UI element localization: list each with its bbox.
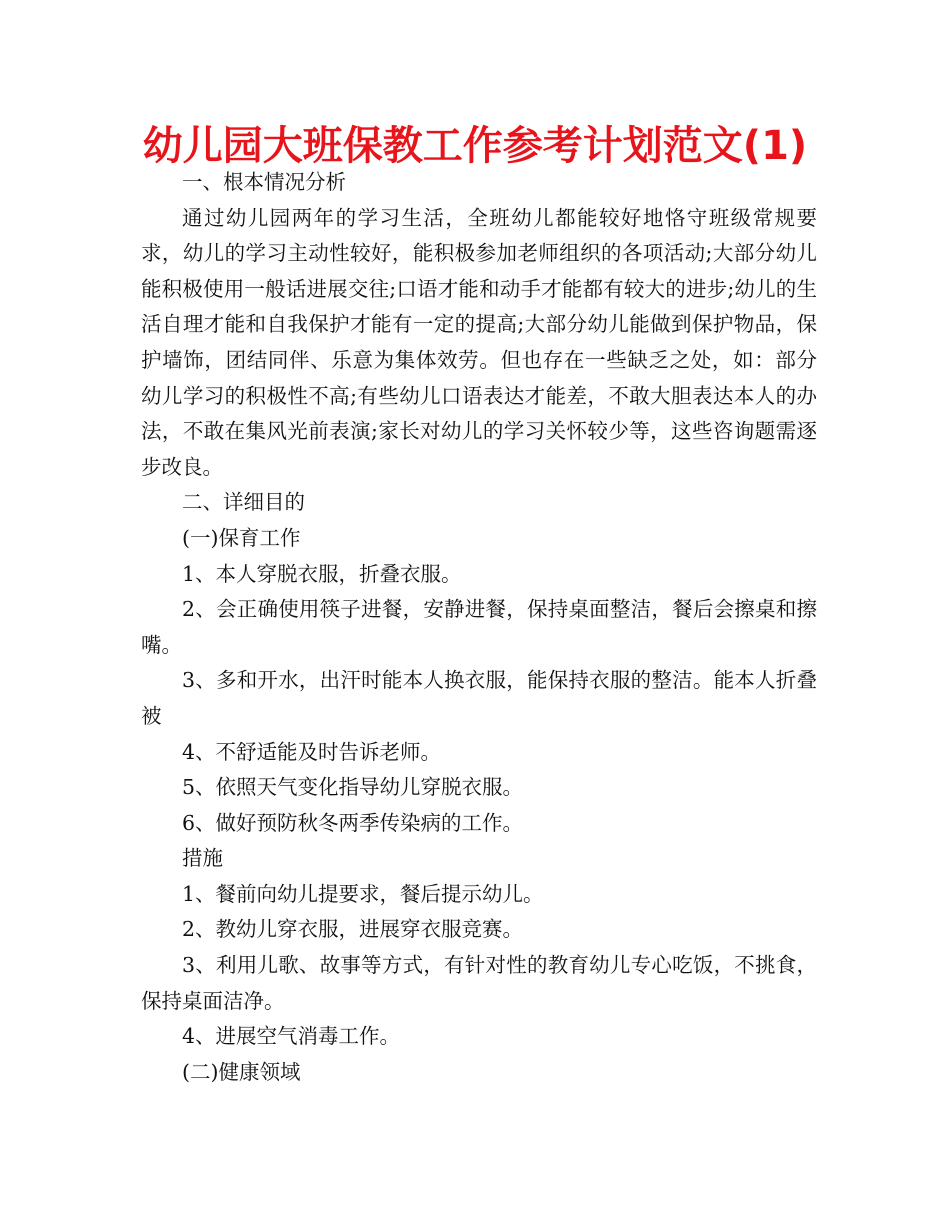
list-item-goal-6: 6、做好预防秋冬两季传染病的工作。 xyxy=(182,810,524,835)
paragraph-basic-analysis: 通过幼儿园两年的学习生活，全班幼儿都能较好地恪守班级常规要求，幼儿的学习主动性较好，能积极参加老师组织的各项活动;大部分幼儿能积极使用一般话进展交往;口语才能和动手才能都有较大的进步;幼儿的生活自理才能和自我保护才能有一定的提高;大部分幼儿能做到保护物品，保护墙饰，团结同伴、乐意为集体效劳。但也存在一些缺乏之处，如：部分幼儿学习的积极性不高;有些幼儿口语表达才能差，不敢大胆表达本人的办法，不敢在集风光前表演;家长对幼儿的学习关怀较少等，这些咨询题需逐步改良。 xyxy=(141,205,817,479)
section-heading-goals: 二、详细目的 xyxy=(182,490,305,515)
measures-heading: 措施 xyxy=(182,846,223,871)
subsection-heading-care-work: (一)保育工作 xyxy=(182,525,301,550)
list-item-goal-5: 5、依照天气变化指导幼儿穿脱衣服。 xyxy=(182,775,524,800)
list-item-measure-4: 4、进展空气消毒工作。 xyxy=(182,1024,401,1049)
list-item-measure-2: 2、教幼儿穿衣服，进展穿衣服竞赛。 xyxy=(182,917,524,942)
list-item-measure-3: 3、利用儿歌、故事等方式，有针对性的教育幼儿专心吃饭，不挑食，保持桌面洁净。 xyxy=(141,953,817,1013)
document-title: 幼儿园大班保教工作参考计划范文(1) xyxy=(142,123,808,169)
list-item-goal-1: 1、本人穿脱衣服，折叠衣服。 xyxy=(182,561,462,586)
section-heading-basic-analysis: 一、根本情况分析 xyxy=(182,170,346,194)
list-item-measure-1: 1、餐前向幼儿提要求，餐后提示幼儿。 xyxy=(182,881,544,906)
list-item-goal-2: 2、会正确使用筷子进餐，安静进餐，保持桌面整洁，餐后会擦桌和擦嘴。 xyxy=(141,597,817,657)
document-body xyxy=(141,165,817,1090)
list-item-goal-3: 3、多和开水，出汗时能本人换衣服，能保持衣服的整洁。能本人折叠被 xyxy=(141,668,817,728)
subsection-heading-health: (二)健康领域 xyxy=(182,1059,301,1084)
list-item-goal-4: 4、不舒适能及时告诉老师。 xyxy=(182,739,442,764)
